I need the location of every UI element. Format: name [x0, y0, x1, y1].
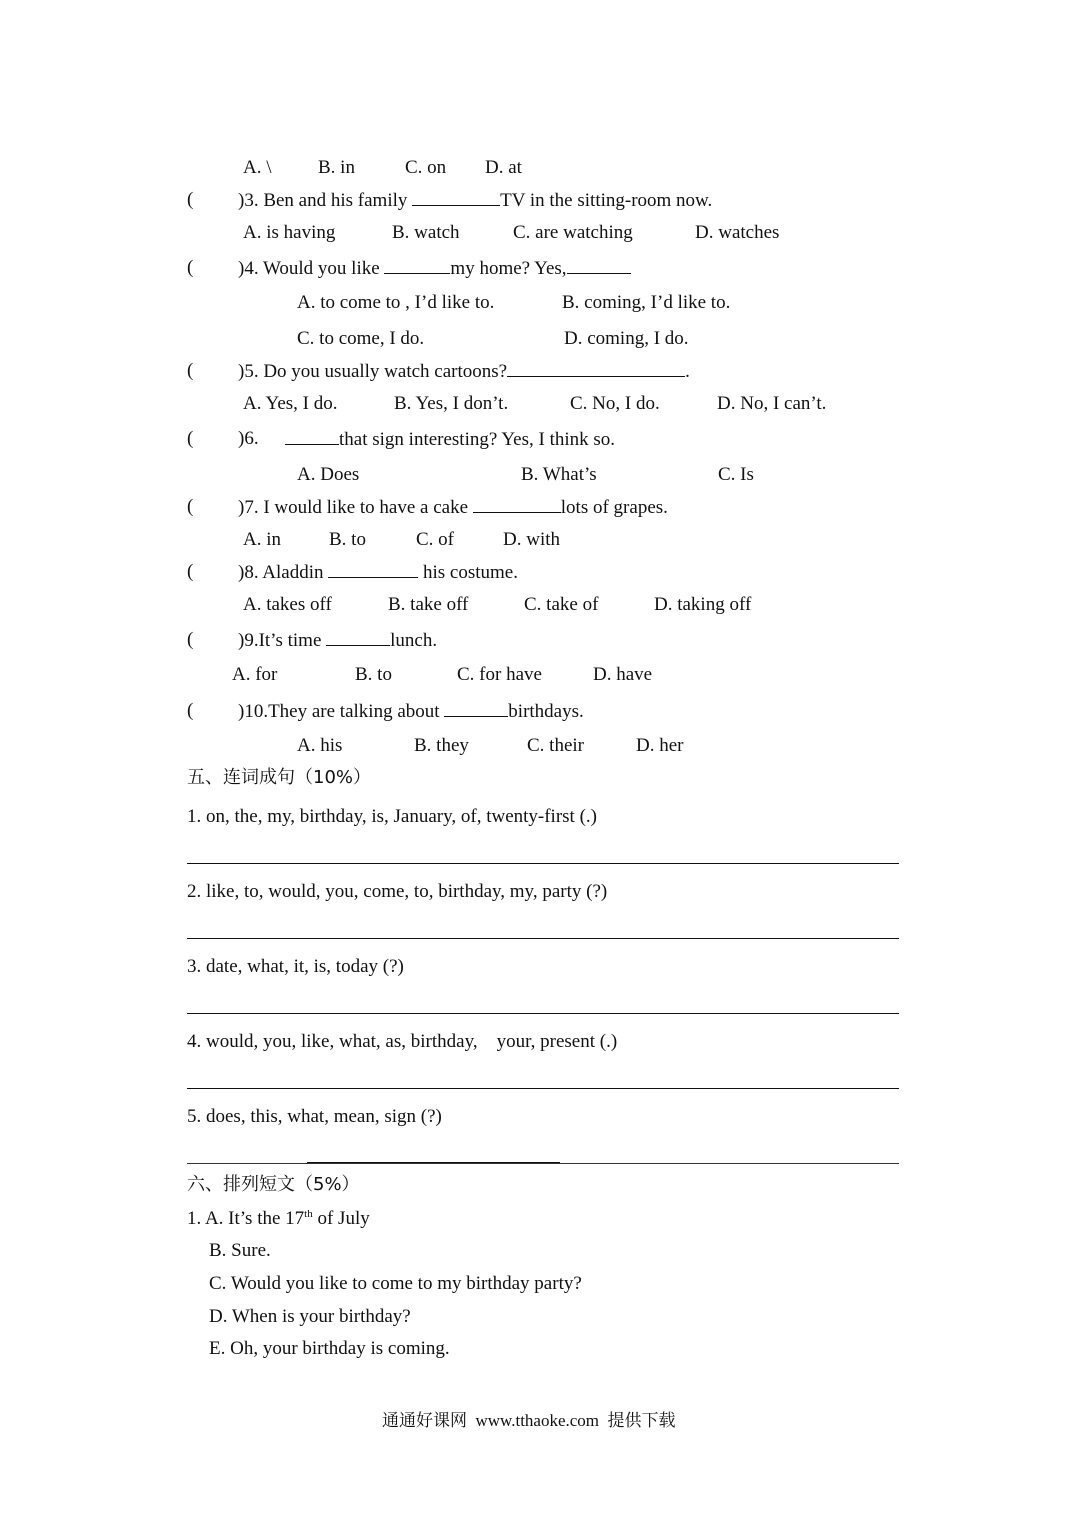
section6-line-e: E. Oh, your birthday is coming.: [209, 1338, 450, 1359]
q3-stem: )3. Ben and his family TV in the sitting-room now.: [238, 190, 713, 211]
q3-option-b: B. watch: [392, 222, 460, 243]
section6-line-b: B. Sure.: [209, 1240, 271, 1261]
page-footer: 通通好课网 www.tthaoke.com 提供下载: [382, 1411, 676, 1430]
q9-option-a: A. for: [232, 664, 278, 685]
q6-option-a: A. Does: [297, 464, 360, 485]
q4-stem: )4. Would you like my home? Yes,: [238, 257, 631, 280]
q5-option-b: B. Yes, I don’t.: [394, 393, 509, 414]
q9-paren: (: [187, 629, 194, 650]
q10-blank: [444, 700, 508, 717]
q5-option-c: C. No, I do.: [570, 393, 660, 414]
q3-paren: (: [187, 189, 194, 210]
q2-option-d: D. at: [485, 157, 522, 178]
q10-stem: )10.They are talking about birthdays.: [238, 701, 584, 722]
q10-paren: (: [187, 700, 194, 721]
q10-option-c: C. their: [527, 735, 584, 756]
q5-stem: )5. Do you usually watch cartoons? .: [238, 361, 690, 382]
q10-option-b: B. they: [414, 735, 469, 756]
q7-option-d: D. with: [503, 529, 560, 550]
q4-option-d: D. coming, I do.: [564, 328, 689, 349]
q6-option-b: B. What’s: [521, 464, 597, 485]
q3-option-a: A. is having: [243, 222, 336, 243]
q8-option-b: B. take off: [388, 594, 469, 615]
q7-stem: )7. I would like to have a cake lots of grapes.: [238, 497, 668, 518]
q9-option-c: C. for have: [457, 664, 542, 685]
section6-title: 六、排列短文（5%）: [187, 1174, 360, 1195]
q6-num: )6.: [238, 428, 259, 449]
answer-line-3: [187, 1013, 899, 1014]
q6-option-c: C. Is: [718, 464, 754, 485]
section5-item-1: 1. on, the, my, birthday, is, January, of, twenty-first (.): [187, 806, 597, 827]
q4-blank-2: [567, 257, 631, 274]
q5-option-a: A. Yes, I do.: [243, 393, 338, 414]
section5-item-3: 3. date, what, it, is, today (?): [187, 956, 404, 977]
section6-line-c: C. Would you like to come to my birthday party?: [209, 1273, 582, 1294]
section5-title: 五、连词成句（10%）: [187, 767, 372, 788]
q10-option-a: A. his: [297, 735, 343, 756]
q2-option-b: B. in: [318, 157, 355, 178]
q7-option-c: C. of: [416, 529, 454, 550]
q9-stem: )9.It’s time lunch.: [238, 630, 438, 651]
q7-blank: [473, 496, 561, 513]
section5-item-2: 2. like, to, would, you, come, to, birthday, my, party (?): [187, 881, 608, 902]
q6-paren: (: [187, 428, 194, 449]
q3-blank: [412, 189, 500, 206]
q4-paren: (: [187, 257, 194, 278]
q5-blank: [507, 360, 685, 377]
section5-item-4: 4. would, you, like, what, as, birthday, your, present (.): [187, 1031, 618, 1052]
section5-item-5: 5. does, this, what, mean, sign (?): [187, 1106, 442, 1127]
q8-option-c: C. take of: [524, 594, 599, 615]
q4-option-b: B. coming, I’d like to.: [562, 292, 731, 313]
q9-blank: [326, 629, 390, 646]
q10-option-d: D. her: [636, 735, 684, 756]
q4-option-a: A. to come to , I’d like to.: [297, 292, 495, 313]
q7-option-b: B. to: [329, 529, 366, 550]
answer-line-2: [187, 938, 899, 939]
answer-line-5-accent: [307, 1162, 560, 1163]
q7-paren: (: [187, 496, 194, 517]
q7-option-a: A. in: [243, 529, 281, 550]
q4-blank-1: [384, 257, 450, 274]
answer-line-1: [187, 863, 899, 864]
q8-option-a: A. takes off: [243, 594, 332, 615]
q6-stem: that sign interesting? Yes, I think so.: [285, 428, 615, 451]
q8-blank: [328, 561, 418, 578]
q8-paren: (: [187, 561, 194, 582]
q9-option-d: D. have: [593, 664, 653, 685]
q9-option-b: B. to: [355, 664, 392, 685]
q2-option-a: A. \: [243, 157, 272, 178]
q2-option-c: C. on: [405, 157, 447, 178]
answer-line-4: [187, 1088, 899, 1089]
q3-option-c: C. are watching: [513, 222, 633, 243]
q6-blank: [285, 428, 339, 445]
q3-option-d: D. watches: [695, 222, 780, 243]
section6-line-d: D. When is your birthday?: [209, 1306, 411, 1327]
q8-option-d: D. taking off: [654, 594, 752, 615]
section6-item-1-a: 1. A. It’s the 17th of July: [187, 1208, 370, 1229]
q8-stem: )8. Aladdin his costume.: [238, 562, 518, 583]
q5-paren: (: [187, 360, 194, 381]
q5-option-d: D. No, I can’t.: [717, 393, 827, 414]
answer-line-5: [187, 1163, 899, 1164]
q4-option-c: C. to come, I do.: [297, 328, 425, 349]
